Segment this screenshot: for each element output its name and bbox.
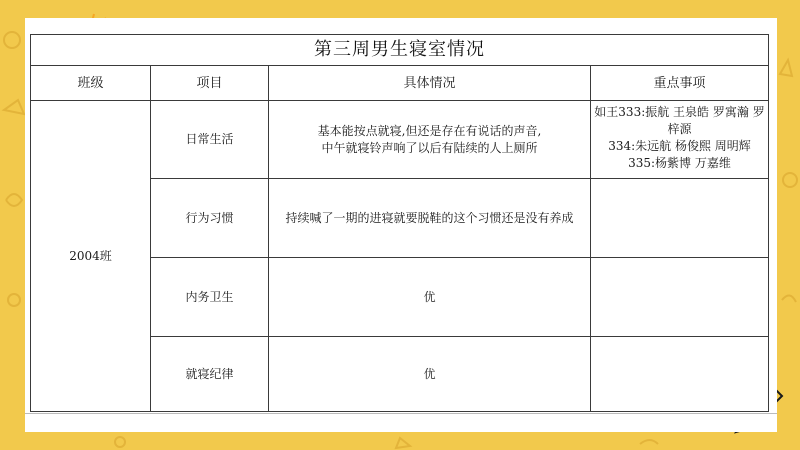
report-title: 第三周男生寝室情况: [30, 34, 769, 65]
header-row: [31, 66, 769, 101]
class-cell: 2004班: [31, 101, 151, 412]
details-cell: 优: [269, 337, 591, 412]
item-cell: 日常生活: [151, 101, 269, 179]
notes-line: 如王333:振航 王泉皓 罗寓瀚 罗: [594, 105, 765, 119]
details-cell: [269, 101, 591, 179]
details-cell: 持续喊了一期的进寝就要脱鞋的这个习惯还是没有养成: [269, 179, 591, 258]
header-item: 项目: [151, 66, 269, 101]
details-cell: 优: [269, 258, 591, 337]
notes-line: 梓源: [667, 122, 692, 136]
dorm-report-table: [30, 34, 769, 412]
item-cell: 内务卫生: [151, 258, 269, 337]
notes-line: 335:杨紫博 万嘉维: [628, 156, 731, 170]
item-cell: 就寝纪律: [151, 337, 269, 412]
item-cell: 行为习惯: [151, 179, 269, 258]
details-line: 中午就寝铃声响了以后有陆续的人上厕所: [321, 140, 538, 155]
header-details: 具体情况: [269, 66, 591, 101]
notes-cell: [591, 101, 769, 179]
document-card: [25, 18, 777, 432]
notes-cell: [591, 258, 769, 337]
details-line: 基本能按点就寝,但还是存在有说话的声音,: [317, 123, 542, 138]
table-row: [31, 101, 769, 179]
notes-line: 334:朱远航 杨俊熙 周明辉: [608, 139, 751, 153]
notes-cell: [591, 179, 769, 258]
header-notes: 重点事项: [591, 66, 769, 101]
header-class: 班级: [31, 66, 151, 101]
notes-cell: [591, 337, 769, 412]
card-bottom-rule: [25, 413, 777, 414]
